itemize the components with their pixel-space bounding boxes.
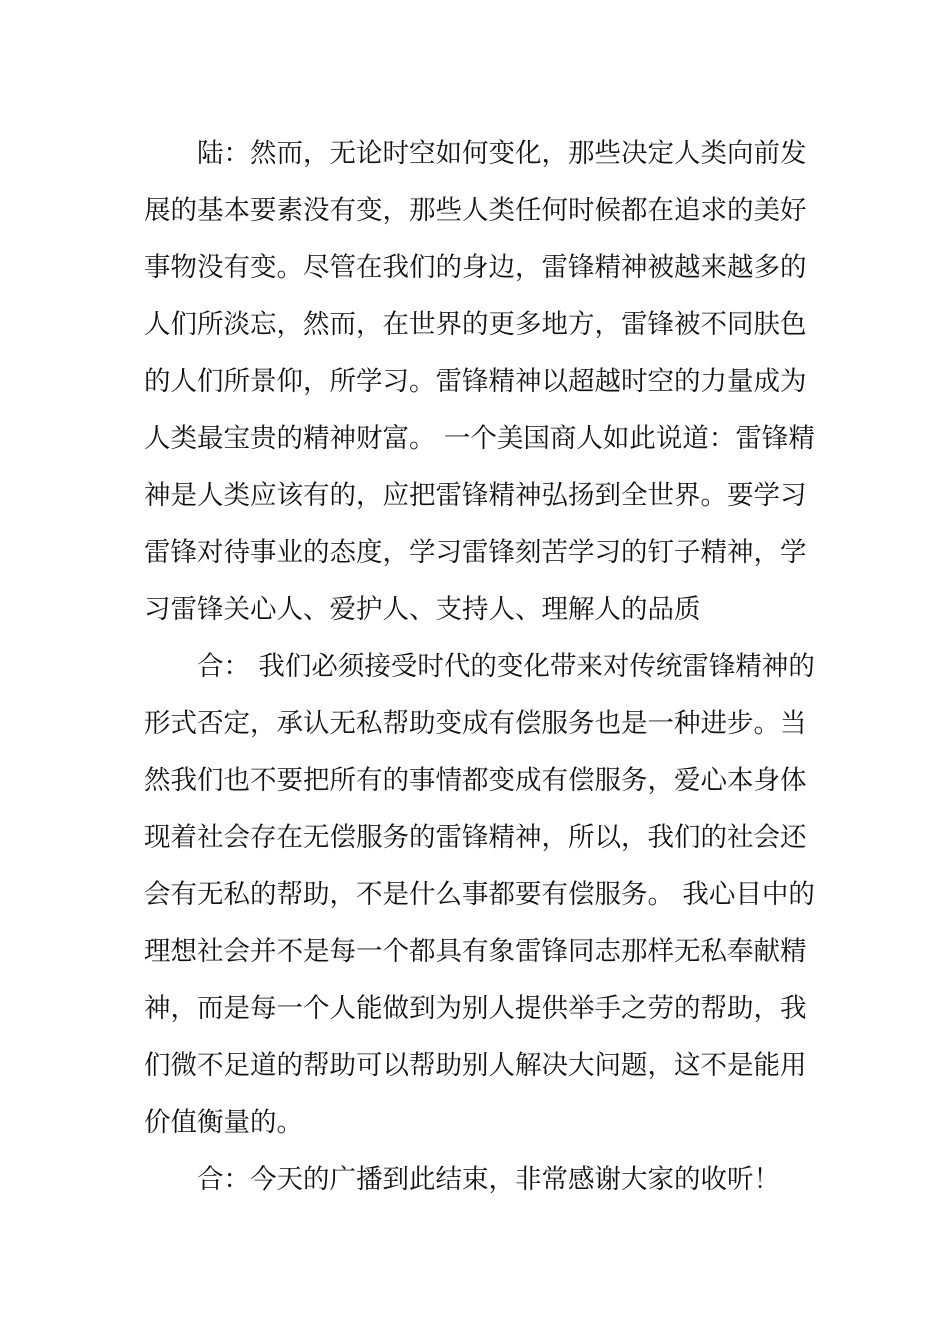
paragraph-2-line-7: 神，而是每一个人能做到为别人提供举手之劳的帮助，我 [144,993,807,1024]
paragraph-1-line-4: 人们所淡忘，然而，在世界的更多地方，雷锋被不同肤色 [144,309,807,340]
paragraph-1-line-9: 习雷锋关心人、爱护人、支持人、理解人的品质 [144,594,701,625]
paragraph-2-line-3: 然我们也不要把所有的事情都变成有偿服务，爱心本身体 [144,765,807,796]
paragraph-2-line-9: 价值衡量的。 [144,1107,303,1138]
paragraph-1-line-8: 雷锋对待事业的态度，学习雷锋刻苦学习的钉子精神，学 [144,537,807,568]
paragraph-2-line-6: 理想社会并不是每一个都具有象雷锋同志那样无私奉献精 [144,936,807,967]
paragraph-1-line-2: 展的基本要素没有变，那些人类任何时候都在追求的美好 [144,195,807,226]
paragraph-1-line-6: 人类最宝贵的精神财富。 一个美国商人如此说道：雷锋精 [144,423,815,454]
paragraph-3-line-1: 合：今天的广播到此结束，非常感谢大家的收听！ [197,1164,780,1195]
paragraph-1-line-7: 神是人类应该有的，应把雷锋精神弘扬到全世界。要学习 [144,480,807,511]
paragraph-2-line-4: 现着社会存在无偿服务的雷锋精神，所以，我们的社会还 [144,822,807,853]
paragraph-2-line-8: 们微不足道的帮助可以帮助别人解决大问题，这不是能用 [144,1050,807,1081]
paragraph-1-line-3: 事物没有变。尽管在我们的身边，雷锋精神被越来越多的 [144,252,807,283]
paragraph-2-line-2: 形式否定，承认无私帮助变成有偿服务也是一种进步。当 [144,708,807,739]
paragraph-1-line-1: 陆：然而，无论时空如何变化，那些决定人类向前发 [197,138,807,169]
paragraph-1-line-5: 的人们所景仰，所学习。雷锋精神以超越时空的力量成为 [144,366,807,397]
paragraph-2-line-1: 合： 我们必须接受时代的变化带来对传统雷锋精神的 [197,651,815,682]
paragraph-2-line-5: 会有无私的帮助，不是什么事都要有偿服务。 我心目中的 [144,879,815,910]
